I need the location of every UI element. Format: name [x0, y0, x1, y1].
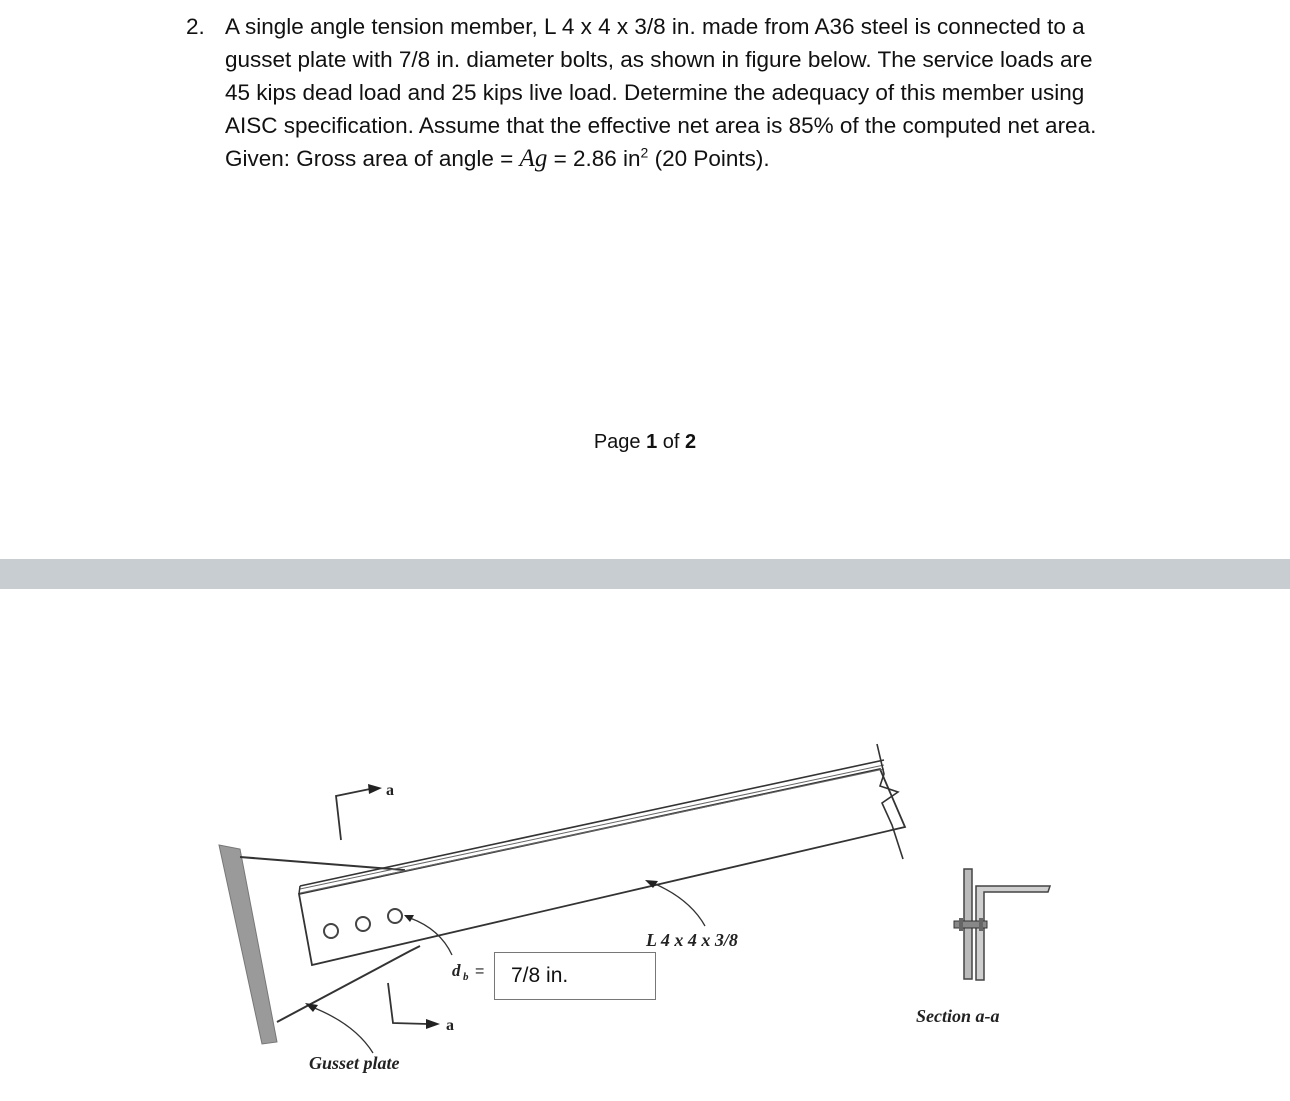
bolt-2 [356, 917, 370, 931]
problem-line-4: AISC specification. Assume that the effective net area is 85% of the computed net area. [225, 113, 1097, 138]
gross-area-value: = 2.86 in [547, 146, 641, 171]
wall-support [219, 845, 277, 1044]
angle-end-line [299, 886, 300, 894]
bolt-dia-equals: = [475, 963, 485, 980]
connection-figure [0, 589, 1290, 1096]
bolt-3 [388, 909, 402, 923]
section-letter-bottom: a [446, 1017, 454, 1034]
gross-area-variable: Ag [519, 145, 548, 172]
section-letter-top: a [386, 782, 394, 799]
problem-statement [186, 10, 1186, 175]
page-separator [0, 559, 1290, 589]
gusset-leader-arrow [305, 1003, 318, 1012]
gusset-plate-label: Gusset plate [309, 1053, 400, 1073]
angle-size-label: L 4 x 4 x 3/8 [646, 930, 738, 950]
page-footer [0, 431, 1290, 454]
bolt-dia-symbol: d [452, 961, 461, 980]
problem-number: 2. [186, 14, 205, 39]
bolt-1 [324, 924, 338, 938]
angle-leader [653, 883, 705, 926]
area-exponent: 2 [640, 144, 649, 161]
section-mark-bottom [388, 983, 428, 1024]
section-angle [976, 886, 1050, 980]
of-word: of [662, 431, 680, 453]
problem-line-2: gusset plate with 7/8 in. diameter bolts, as shown in figure below. The service loads are [225, 47, 1093, 72]
figure-drawing [0, 589, 1290, 1096]
bolt-diameter-field[interactable]: 7/8 in. [494, 952, 656, 1000]
points-text: (20 Points). [648, 146, 770, 171]
given-prefix: Given: Gross area of angle = [225, 146, 520, 171]
problem-line-1: A single angle tension member, L 4 x 4 x 3/8 in. made from A36 steel is connected to a [225, 14, 1085, 39]
bolt-dia-subscript: b [463, 971, 469, 983]
gusset-leader [312, 1007, 373, 1053]
section-bolt-nut [979, 918, 983, 931]
section-bolt-head [959, 918, 963, 931]
problem-line-5 [225, 142, 1186, 175]
page-word: Page [593, 431, 641, 453]
total-pages: 2 [685, 431, 697, 453]
problem-line-3: 45 kips dead load and 25 kips live load. Determine the adequacy of this member using [225, 80, 1085, 105]
section-mark-top [336, 789, 370, 840]
section-arrow-bottom [426, 1019, 440, 1029]
section-label: Section a-a [916, 1006, 1000, 1026]
current-page: 1 [646, 431, 658, 453]
section-arrow-top [368, 784, 382, 794]
